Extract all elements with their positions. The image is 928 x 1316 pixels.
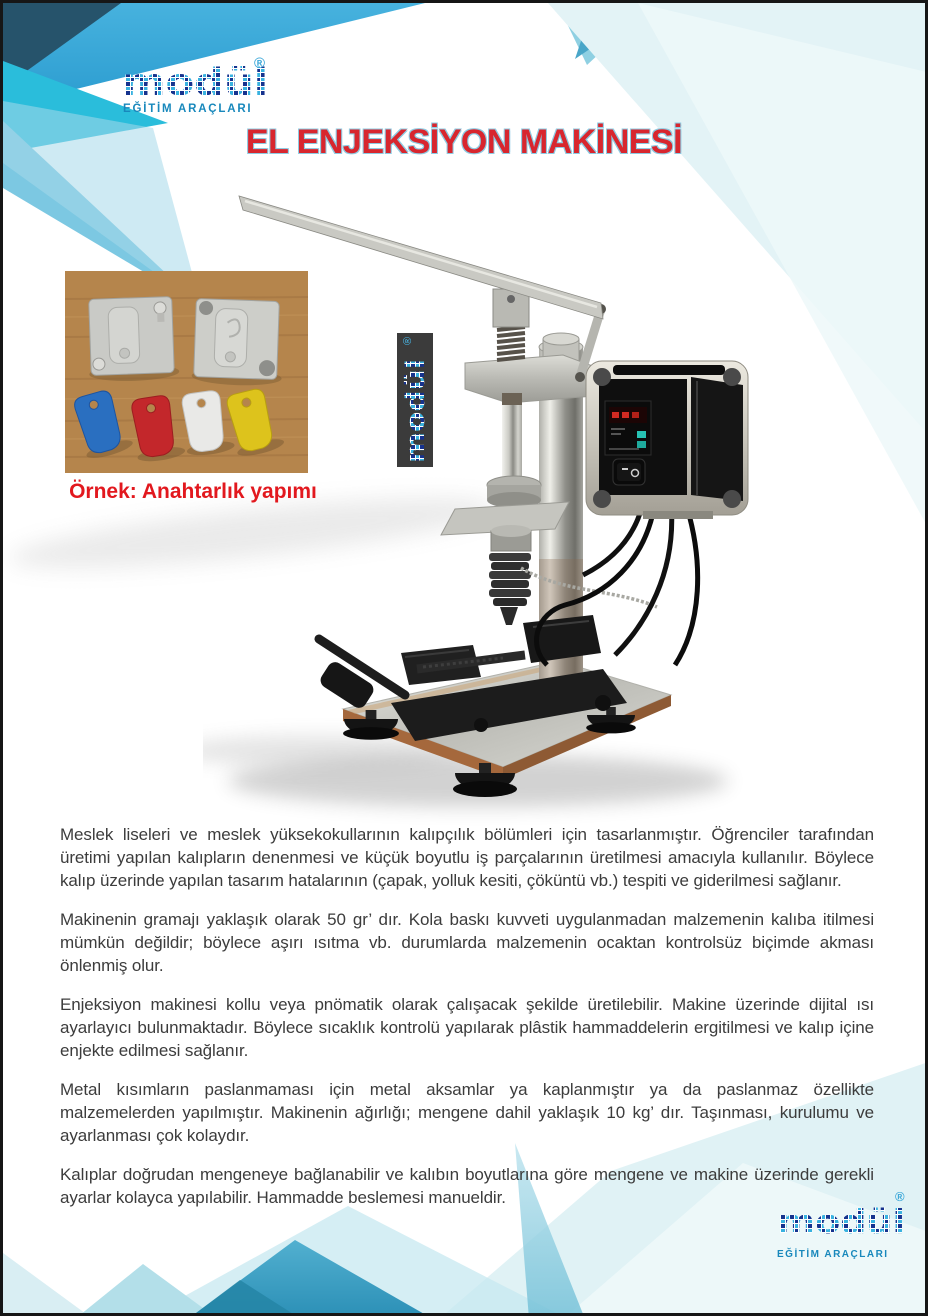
spring xyxy=(497,327,525,360)
registered-trademark-icon: ® xyxy=(402,336,414,345)
brand-logo-text: modül xyxy=(122,61,268,103)
brand-tagline-top: EĞİTİM ARAÇLARI xyxy=(123,103,253,115)
temperature-controller xyxy=(605,401,651,455)
brand-logo-text: modül xyxy=(777,1202,905,1241)
body-paragraph-4: Metal kısımların paslanmaması için metal aksamlar ya kaplanmıştır ya da paslanmaz özellikte malzemelerden yapılmıştır. Makinenin ağırlığı; mengene dahil yaklaşık 10 kg’ dır. Taşınması, kurulumu ve ayarlanması çok kolaydır. xyxy=(60,1080,874,1145)
body-text xyxy=(60,823,874,1225)
registered-trademark-icon: ® xyxy=(895,1189,905,1204)
nozzle xyxy=(500,607,518,625)
control-box xyxy=(586,361,748,519)
brand-logo-bottom xyxy=(776,1201,908,1241)
body-paragraph-3: Enjeksiyon makinesi kollu veya pnömatik olarak çalışacak şekilde üretilebilir. Makine üzerinde dijital ısı ayarlayıcı bulunmaktadır. Böylece sıcaklık kontrolü yapılarak plâstik hammaddelerin ergitilmesi ve kalıp içine enjekte edilmesi sağlanır. xyxy=(60,995,874,1060)
brand-badge-text: modül xyxy=(401,372,431,463)
body-paragraph-5: Kalıplar doğrudan mengeneye bağlanabilir ve kalıbın boyutlarına göre mengene ve makine üzerinde gerekli ayarlar kolayca yapılabilir. Hammadde beslemesi manueldir. xyxy=(60,1165,874,1207)
body-paragraph-1: Meslek liseleri ve meslek yüksekokullarının kalıpçılık bölümleri için tasarlanmıştır. Öğrenciler tarafından üretimi yapılan kalıpların denenmesi ve küçük boyutlu iş parçalarının üretilmesi amacıyla kullanılır. Böylece kalıp üzerinde yapılan tasarım hatalarının (çapak, yolluk kesiti, çöküntü vb.) tespiti ve giderilmesi sağlanır. xyxy=(60,825,874,890)
page-title: EL ENJEKSİYON MAKİNESİ xyxy=(245,123,683,161)
brand-badge-vertical xyxy=(397,333,433,467)
machine-photo-illustration xyxy=(203,188,783,828)
brand-logo-top xyxy=(121,59,271,103)
power-switch xyxy=(613,459,645,485)
mold-left xyxy=(87,296,180,382)
heater-band xyxy=(489,553,531,606)
registered-trademark-icon: ® xyxy=(254,55,266,72)
body-paragraph-2: Makinenin gramajı yaklaşık olarak 50 gr’ dır. Kola baskı kuvveti uygulanmadan malzemenin kalıba itilmesi mümkün değildir; böylece aşırı ısıtma vb. durumlarda malzemenin ocaktan kontrolsüz biçimde akması önlenmiş olur. xyxy=(60,910,874,975)
brand-tagline-bottom: EĞİTİM ARAÇLARI xyxy=(777,1249,889,1260)
example-caption: Örnek: Anahtarlık yapımı xyxy=(69,480,317,503)
